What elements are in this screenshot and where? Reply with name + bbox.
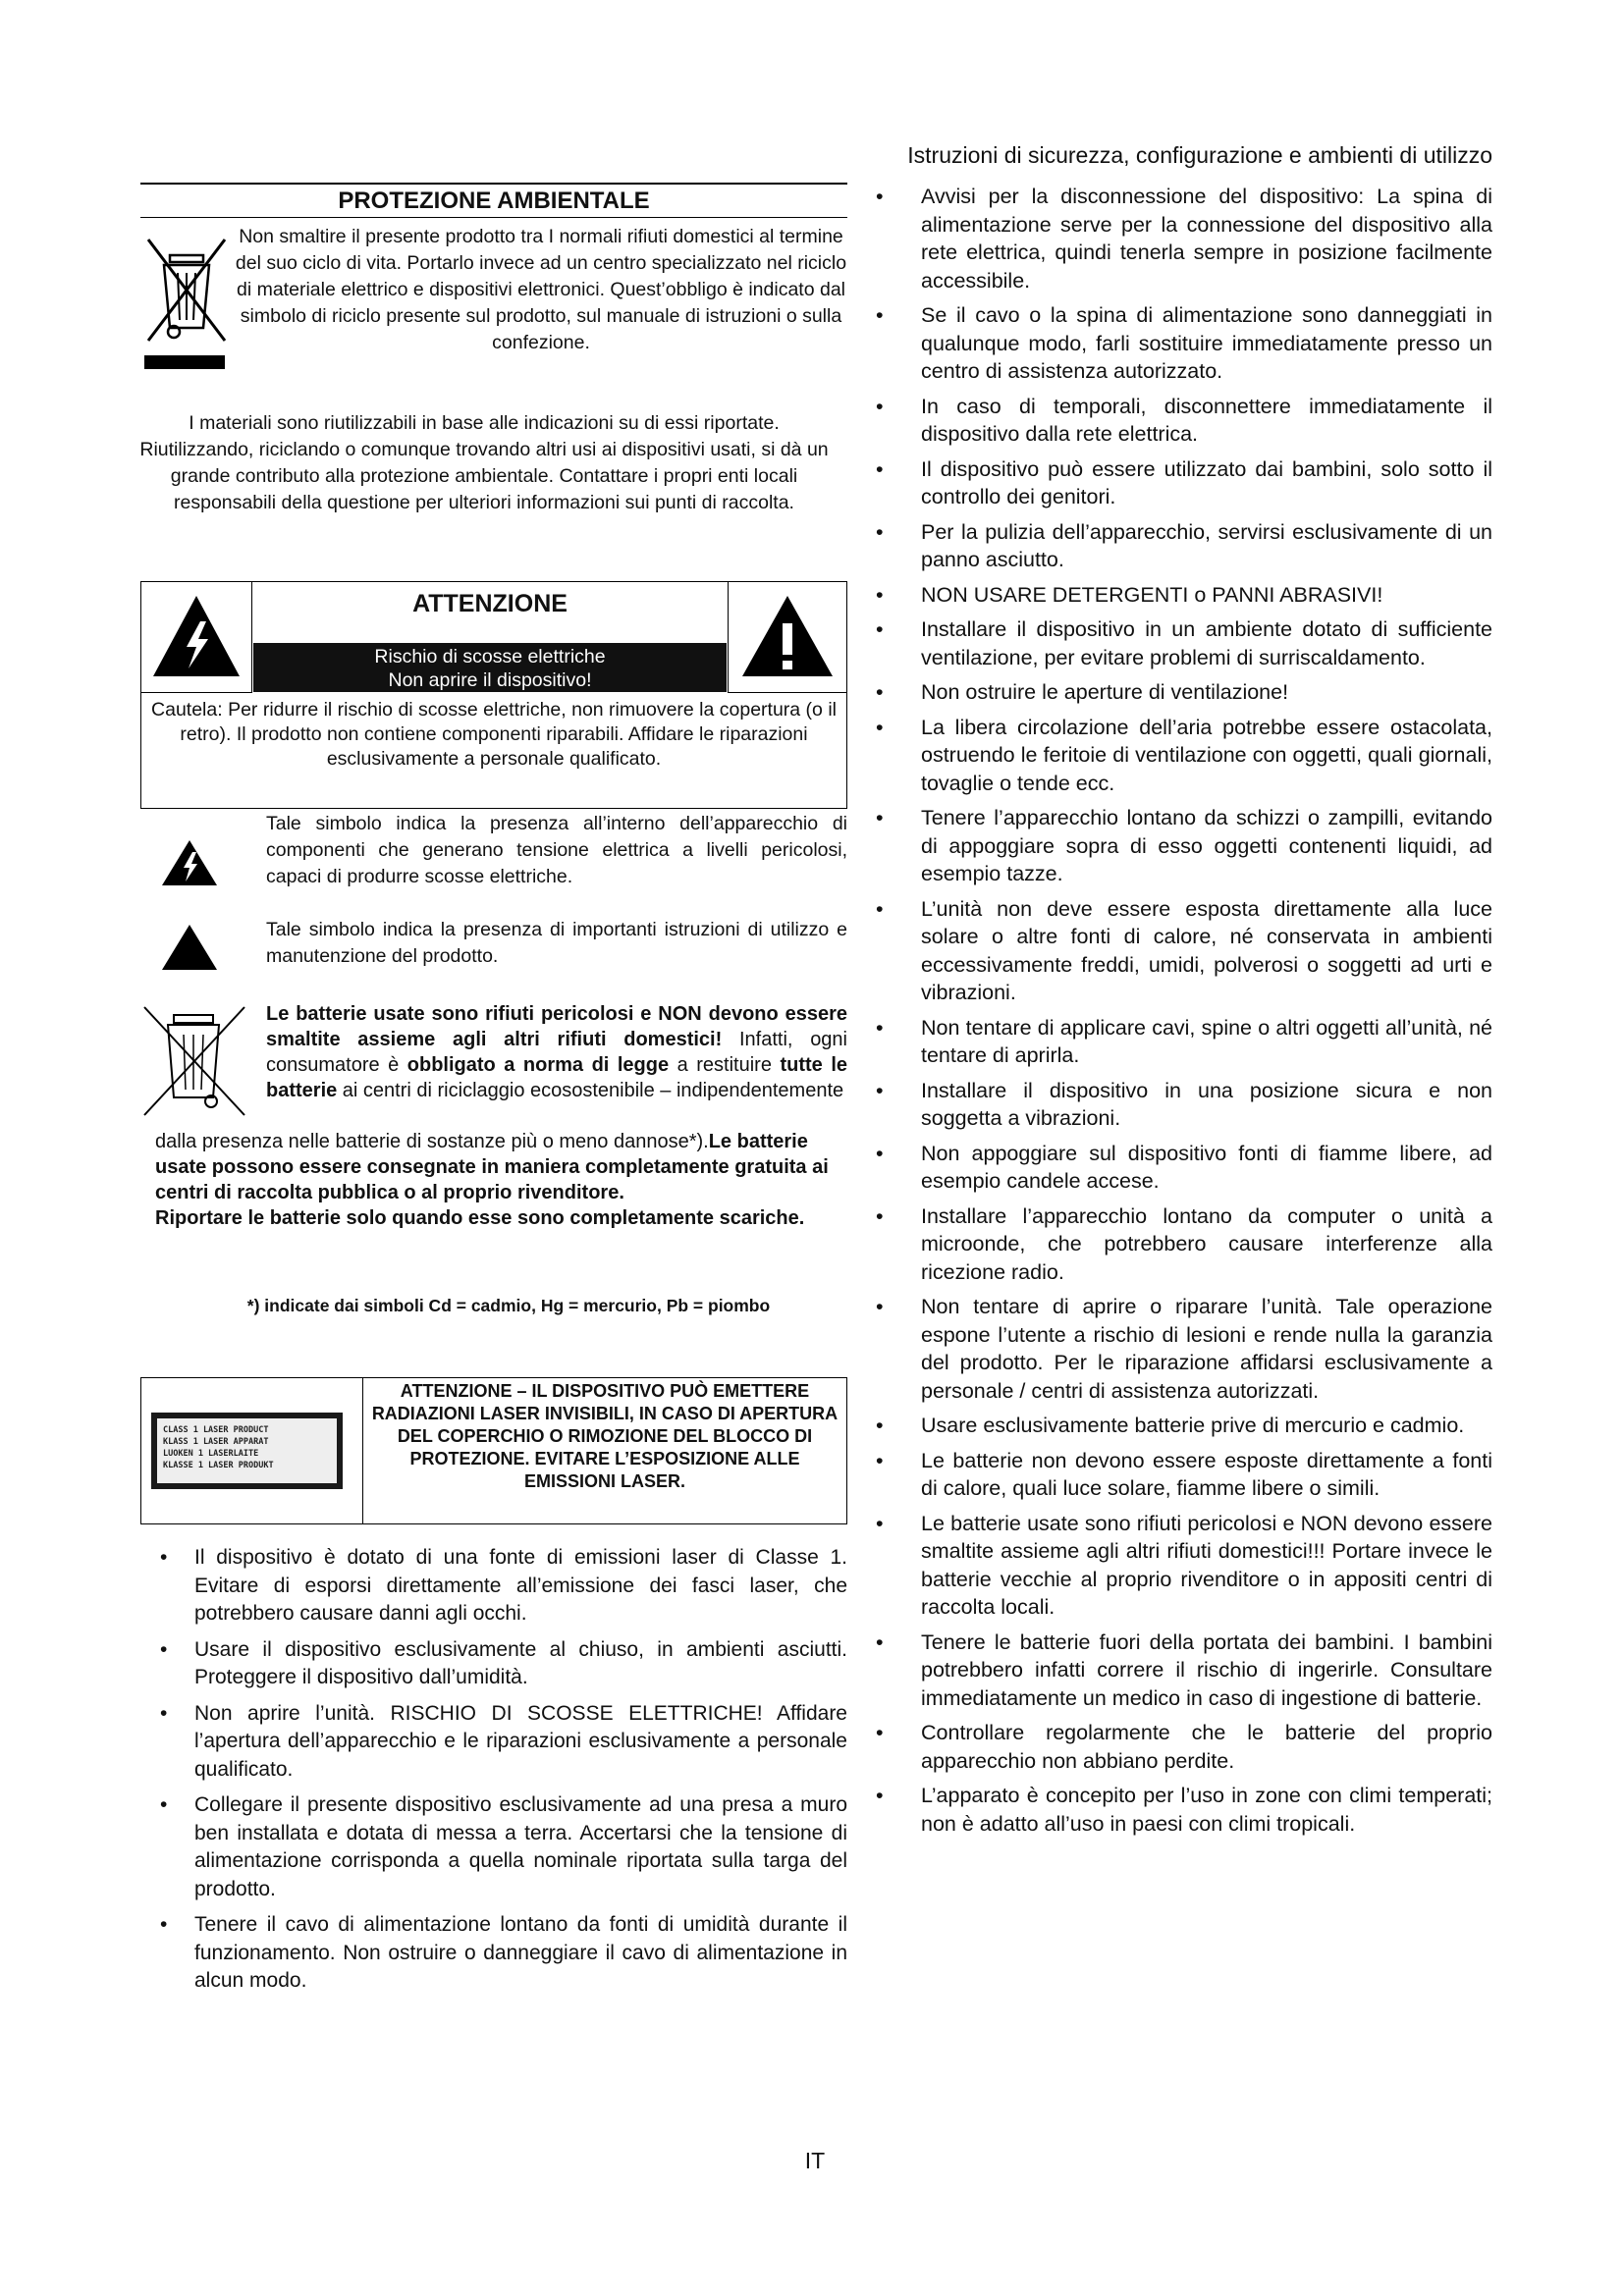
laser-label-line: KLASSE 1 LASER PRODUKT	[163, 1461, 274, 1470]
list-item: • In caso di temporali, disconnettere immediatamente il dispositivo dalla rete elettrica.	[864, 393, 1492, 449]
list-item: • L’unità non deve essere esposta direttamente alla luce solare o altre fonti di calore, né conservata in ambienti eccessivamente freddi, umidi, polverosi o soggetti ad urti e vibrazioni.	[864, 895, 1492, 1007]
attention-band-line2: Non aprire il dispositivo!	[388, 669, 592, 691]
list-item: • Controllare regolarmente che le batterie del proprio apparecchio non abbiano perdite.	[864, 1719, 1492, 1775]
laser-class-label	[151, 1413, 343, 1489]
list-item: • Il dispositivo può essere utilizzato dai bambini, solo sotto il controllo dei genitori.	[864, 455, 1492, 511]
list-item: • Le batterie usate sono rifiuti pericolosi e NON devono essere smaltite assieme agli altri rifiuti domestici!!! Portare invece le batterie vecchie al proprio rivenditore o in appositi centri di raccolta locali.	[864, 1510, 1492, 1622]
env-text-disposal: Non smaltire il presente prodotto tra I normali rifiuti domestici al termine del suo ciclo di vita. Portarlo invece ad un centro specializzato nel riciclo di materiale elettrico e dispositivi elettronici. Quest’obbligo è indicato dal simbolo di riciclo presente sul prodotto, sul manuale di istruzioni o sulla confezione.	[235, 226, 847, 353]
list-item: • Non ostruire le aperture di ventilazione!	[864, 678, 1492, 707]
laser-label-line: CLASS 1 LASER PRODUCT	[163, 1425, 269, 1435]
list-item: • Installare l’apparecchio lontano da computer o unità a microonde, che potrebbero causare interferenze alla ricezione radio.	[864, 1202, 1492, 1287]
list-item: • La libera circolazione dell’aria potrebbe essere ostacolata, ostruendo le feritoie di ventilazione con oggetti, quali giornali, tovaglie o tende ecc.	[864, 714, 1492, 798]
env-title: PROTEZIONE AMBIENTALE	[140, 183, 847, 218]
att-left-icon-cell	[141, 582, 252, 693]
list-item: • Installare il dispositivo in una posizione sicura e non soggetta a vibrazioni.	[864, 1077, 1492, 1133]
batteries-footnote: *) indicate dai simboli Cd = cadmio, Hg = mercurio, Pb = piombo	[246, 1296, 771, 1315]
list-item: • NON USARE DETERGENTI o PANNI ABRASIVI!	[864, 581, 1492, 610]
env-text-materials: I materiali sono riutilizzabili in base alle indicazioni su di essi riportate. Riutilizzando, riciclando o comunque trovando altri usi ai dispositivi usati, si dà un grande contributo alla protezione ambientale. Contattare i propri enti locali responsabili della questione per ulteriori informazioni sui punti di raccolta.	[139, 412, 829, 513]
left-bullet-list	[140, 1544, 847, 1996]
attention-band-line1: Rischio di scosse elettriche	[374, 646, 606, 667]
batteries-text: ai centri di riciclaggio ecosostenibile – indipendentemente	[337, 1080, 844, 1101]
list-item: • Usare esclusivamente batterie prive di mercurio e cadmio.	[864, 1412, 1492, 1440]
batteries-discharged-bold: Riportare le batterie solo quando esse sono completamente scariche.	[155, 1207, 805, 1229]
lightning-symbol-icon	[160, 838, 219, 887]
exclamation-symbol-text: Tale simbolo indica la presenza di importanti istruzioni di utilizzo e manutenzione del prodotto.	[266, 919, 847, 967]
att-right-icon-cell	[728, 582, 846, 693]
batteries-text: Infatti, ogni consumatore è	[266, 1029, 848, 1076]
list-item: • Non tentare di aprire o riparare l’unità. Tale operazione espone l’utente a rischio di lesioni e rende nulla la garanzia del prodotto. Per le riparazione affidarsi esclusivamente a personale / centri di assistenza autorizzati.	[864, 1293, 1492, 1405]
batteries-paragraph-1	[266, 1001, 847, 1103]
attention-title: ATTENZIONE	[412, 590, 568, 617]
symbol-explanations	[140, 809, 847, 982]
battery-bin-icon	[140, 1001, 248, 1119]
page-header: Istruzioni di sicurezza, configurazione e ambienti di utilizzo	[907, 142, 1492, 168]
list-item: • Usare il dispositivo esclusivamente al chiuso, in ambienti asciutti. Proteggere il dispositivo dall’umidità.	[140, 1636, 847, 1692]
laser-label-line: LUOKEN 1 LASERLAITE	[163, 1449, 259, 1459]
list-item: • Tenere le batterie fuori della portata dei bambini. I bambini potrebbero infatti correre il rischio di ingerirle. Consultare immediatamente un medico in caso di ingestione di batterie.	[864, 1629, 1492, 1713]
list-item: • Tenere l’apparecchio lontano da schizzi o zampilli, evitando di appoggiare sopra di esso oggetti contenenti liquidi, ad esempio tazze.	[864, 804, 1492, 888]
left-column	[140, 183, 847, 2003]
list-item: • Le batterie non devono essere esposte direttamente a fonti di calore, quali luce solare, fiamme libere o simili.	[864, 1447, 1492, 1503]
laser-warning-text: ATTENZIONE – IL DISPOSITIVO PUÒ EMETTERE RADIAZIONI LASER INVISIBILI, IN CASO DI APERTURA DEL COPERCHIO O RIMOZIONE DEL BLOCCO DI PROTEZIONE. EVITARE L’ESPOSIZIONE ALLE EMISSIONI LASER.	[371, 1381, 839, 1491]
list-item: • Collegare il presente dispositivo esclusivamente ad una presa a muro ben installata e dotata di messa a terra. Accertarsi che la tensione di alimentazione corrisponda a quella nominale riportata sulla targa del prodotto.	[140, 1791, 847, 1903]
attention-caution: Cautela: Per ridurre il rischio di scosse elettriche, non rimuovere la copertura (o il retro). Il prodotto non contiene componenti riparabili. Affidare le riparazioni esclusivamente a personale qualificato.	[151, 699, 837, 770]
list-item: • Avvisi per la disconnessione del dispositivo: La spina di alimentazione serve per la connessione del dispositivo alla rete elettrica, quindi tenerla sempre in posizione facilmente accessibile.	[864, 183, 1492, 294]
page-number: IT	[804, 2148, 826, 2173]
laser-label-cell	[141, 1378, 363, 1523]
batteries-text: dalla presenza nelle batterie di sostanze più o meno dannose*).	[155, 1131, 709, 1152]
list-item: • Tenere il cavo di alimentazione lontano da fonti di umidità durante il funzionamento. Non ostruire o danneggiare il cavo di alimentazione in alcun modo.	[140, 1911, 847, 1996]
right-bullet-list	[864, 183, 1492, 1838]
batteries-law-bold: obbligato a norma di legge	[406, 1054, 670, 1076]
list-item: • Non appoggiare sul dispositivo fonti di fiamme libere, ad esempio candele accese.	[864, 1140, 1492, 1196]
batteries-all-bold: tutte le batterie	[266, 1054, 848, 1101]
laser-label-inner	[157, 1418, 337, 1483]
list-item: • Se il cavo o la spina di alimentazione sono danneggiati in qualunque modo, farli sostituire immediatamente presso un centro di assistenza autorizzato.	[864, 301, 1492, 386]
list-item: • Il dispositivo è dotato di una fonte di emissioni laser di Classe 1. Evitare di esporsi direttamente all’emissione dei fasci laser, che potrebbero causare danni agli occhi.	[140, 1544, 847, 1629]
batteries-free-return-bold: Le batterie usate possono essere consegnate in maniera completamente gratuita ai centri di raccolta pubblica o al proprio rivenditore.	[155, 1131, 829, 1203]
batteries-paragraph-2	[155, 1129, 847, 1231]
exclamation-symbol-icon	[160, 923, 219, 972]
list-item: • Installare il dispositivo in un ambiente dotato di sufficiente ventilazione, per evitare problemi di surriscaldamento.	[864, 615, 1492, 671]
crossed-bin-icon	[140, 228, 229, 375]
laser-label-line: KLASS 1 LASER APPARAT	[163, 1437, 269, 1447]
list-item: • Non tentare di applicare cavi, spine o altri oggetti all’unità, né tentare di aprirla.	[864, 1014, 1492, 1070]
right-column	[864, 183, 1492, 1844]
lightning-symbol-text: Tale simbolo indica la presenza all’interno dell’apparecchio di componenti che generano tensione elettrica a livelli pericolosi, capaci di produrre scosse elettriche.	[266, 813, 847, 887]
batteries-warning-bold: Le batterie usate sono rifiuti pericolosi e NON devono essere smaltite assieme agli altri rifiuti domestici!	[266, 1003, 847, 1050]
lightning-warning-icon	[141, 582, 251, 692]
exclamation-warning-icon	[729, 582, 846, 692]
list-item: • Per la pulizia dell’apparecchio, servirsi esclusivamente di un panno asciutto.	[864, 518, 1492, 574]
batteries-text: a restituire	[669, 1054, 781, 1076]
laser-warning-box	[140, 1377, 847, 1524]
attention-box	[140, 581, 847, 809]
list-item: • Non aprire l’unità. RISCHIO DI SCOSSE ELETTRICHE! Affidare l’apertura dell’apparecchio e le riparazioni esclusivamente a personale qualificato.	[140, 1700, 847, 1785]
list-item: • L’apparato è concepito per l’uso in zone con climi temperati; non è adatto all’uso in paesi con climi tropicali.	[864, 1782, 1492, 1838]
attention-band	[253, 643, 727, 692]
batteries-section	[140, 1001, 847, 1340]
env-section	[140, 218, 847, 552]
